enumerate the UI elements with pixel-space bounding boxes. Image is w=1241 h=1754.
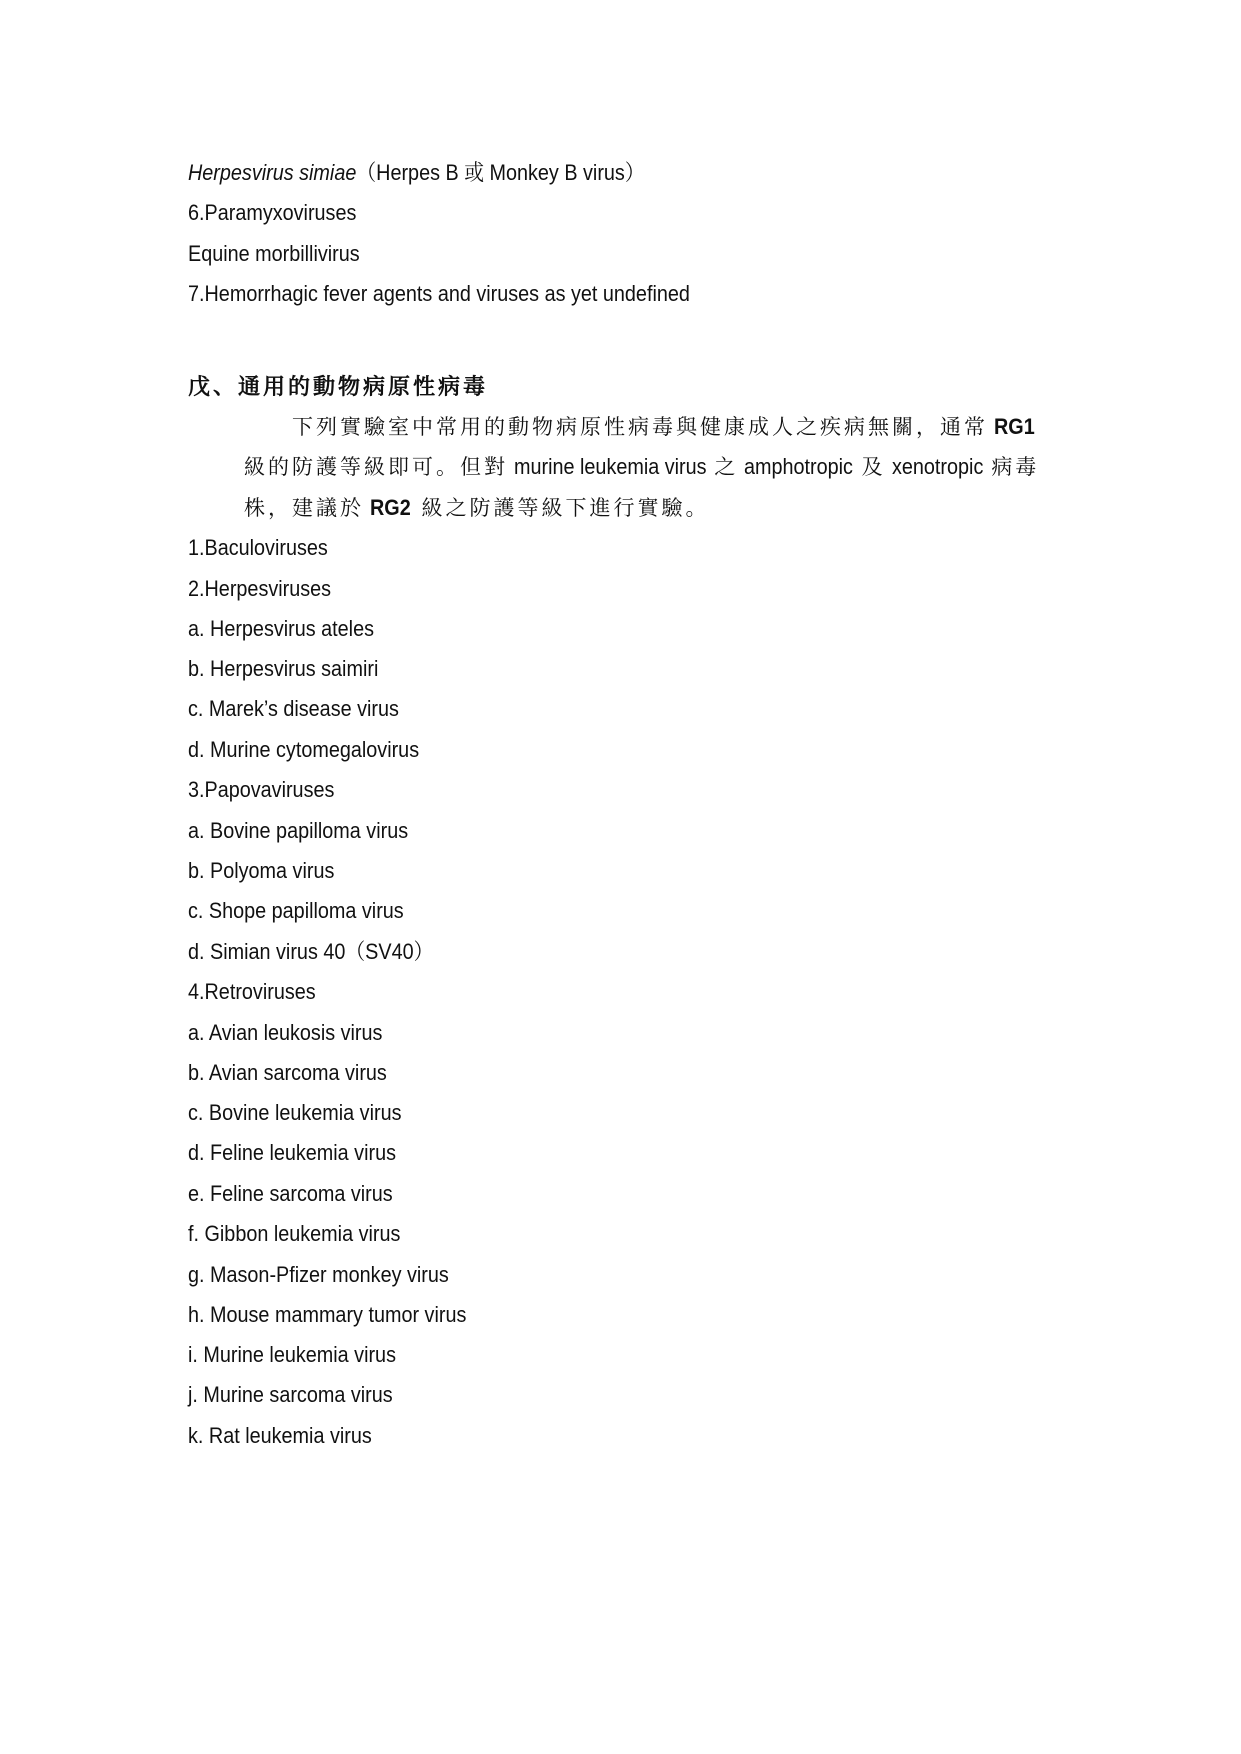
paragraph-line-3 [244,493,710,523]
list-item: c. Bovine leukemia virus [188,1100,402,1125]
list-item: c. Marek’s disease virus [188,696,399,721]
paragraph-text: 級之防護等級下進行實驗。 [421,496,710,520]
list-item: 7.Hemorrhagic fever agents and viruses as yet undefined [188,281,690,306]
paragraph-text: amphotropic [744,454,854,479]
list-item: d. Murine cytomegalovirus [188,737,420,762]
list-item: 3.Papovaviruses [188,777,335,802]
paragraph-text: 下列實驗室中常用的動物病原性病毒與健康成人之疾病無關，通常 [292,415,988,439]
list-item: g. Mason-Pfizer monkey virus [188,1262,449,1287]
paragraph-text: murine leukemia virus [514,454,707,479]
list-item: 2.Herpesviruses [188,576,332,601]
list-item: b. Avian sarcoma virus [188,1060,387,1085]
paragraph-text: xenotropic [891,454,984,479]
list-item: i. Murine leukemia virus [188,1342,396,1367]
herpes-alias: （Herpes B 或 Monkey B virus） [356,160,645,185]
paragraph-text: 株，建議於 [244,496,364,520]
list-item: a. Herpesvirus ateles [188,616,374,641]
list-item: Equine morbillivirus [188,241,360,266]
list-item: b. Herpesvirus saimiri [188,656,379,681]
herpes-simiae-line [188,158,645,188]
list-item: 6.Paramyxoviruses [188,200,357,225]
list-item: k. Rat leukemia virus [188,1423,372,1448]
paragraph-text: 及 [861,455,886,479]
list-item: f. Gibbon leukemia virus [188,1221,401,1246]
list-item: c. Shope papilloma virus [188,898,404,923]
list-item: j. Murine sarcoma virus [188,1382,393,1407]
section-heading: 戊、通用的動物病原性病毒 [188,374,489,400]
paragraph-line-2 [244,452,1039,482]
list-item: 1.Baculoviruses [188,535,328,560]
paragraph-bold-text: RG2 [370,495,411,520]
paragraph-text: 之 [714,455,739,479]
herpes-species-name: Herpesvirus simiae [188,160,357,185]
paragraph-text: 病毒 [991,455,1040,479]
list-item: d. Simian virus 40（SV40） [188,939,434,964]
paragraph-line-1 [292,412,1039,442]
paragraph-text: 級的防護等級即可。但對 [244,455,508,479]
paragraph-bold-text: RG1 [994,414,1035,439]
list-item: a. Avian leukosis virus [188,1020,383,1045]
list-item: b. Polyoma virus [188,858,335,883]
list-item: d. Feline leukemia virus [188,1140,396,1165]
list-item: e. Feline sarcoma virus [188,1181,393,1206]
list-item: h. Mouse mammary tumor virus [188,1302,467,1327]
list-item: a. Bovine papilloma virus [188,818,409,843]
list-item: 4.Retroviruses [188,979,316,1004]
